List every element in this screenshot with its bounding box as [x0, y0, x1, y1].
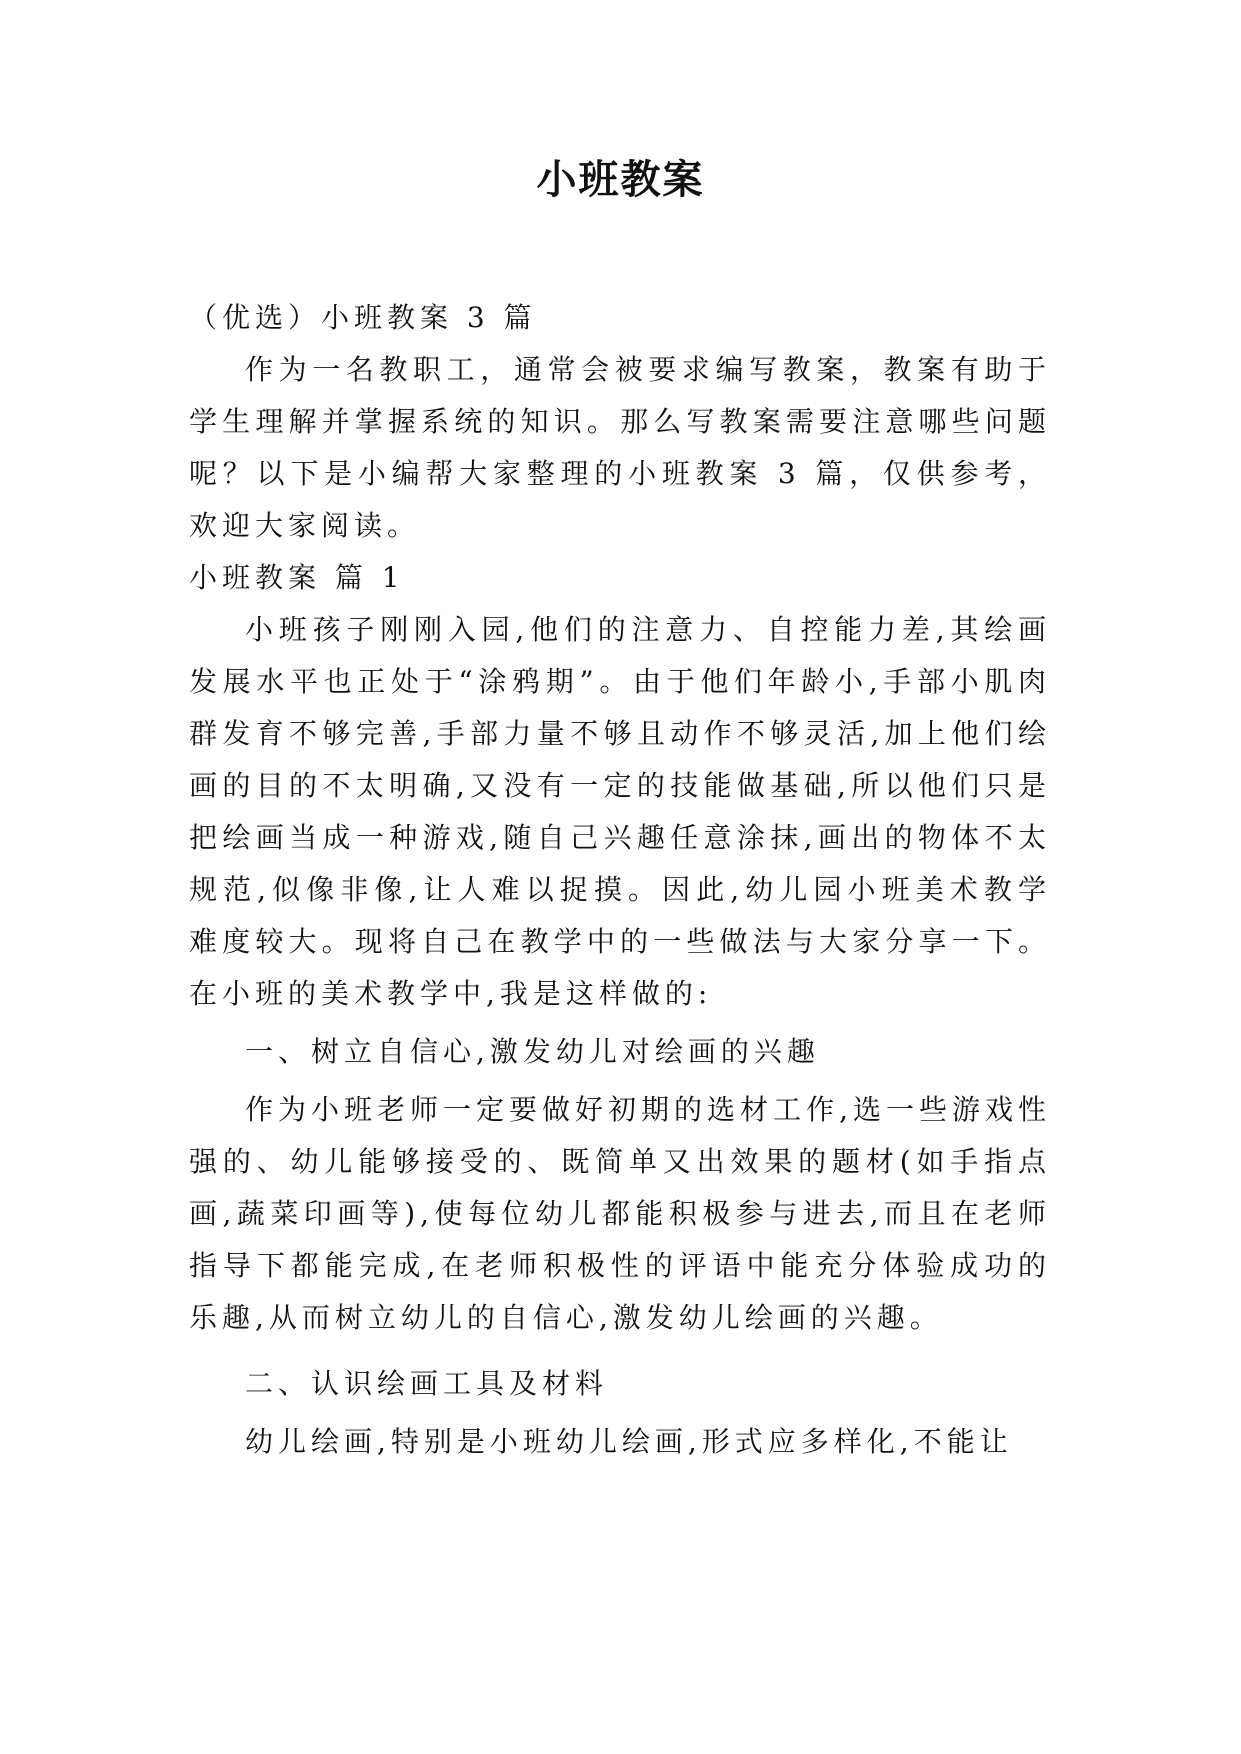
section-title: 小班教案 篇 1	[189, 561, 405, 594]
document-body	[189, 292, 1051, 1468]
body-paragraph: 小班孩子刚刚入园,他们的注意力、自控能力差,其绘画发展水平也正处于“涂鸦期”。由于他们年龄小,手部小肌肉群发育不够完善,手部力量不够且动作不够灵活,加上他们绘画的目的不太明确,又没有一定的技能做基础,所以他们只是把绘画当成一种游戏,随自己兴趣任意涂抹,画出的物体不太规范,似像非像,让人难以捉摸。因此,幼儿园小班美术教学难度较大。现将自己在教学中的一些做法与大家分享一下。在小班的美术教学中,我是这样做的:	[189, 613, 1051, 1010]
body-paragraph: 幼儿绘画,特别是小班幼儿绘画,形式应多样化,不能让	[245, 1425, 1013, 1458]
intro-paragraph: 作为一名教职工，通常会被要求编写教案，教案有助于学生理解并掌握系统的知识。那么写教案需要注意哪些问题呢？以下是小编帮大家整理的小班教案 3 篇，仅供参考，欢迎大家阅读。	[189, 353, 1051, 542]
document-title: 小班教案	[536, 156, 705, 203]
body-subheading: 二、认识绘画工具及材料	[245, 1367, 609, 1400]
body-paragraph: 作为小班老师一定要做好初期的选材工作,选一些游戏性强的、幼儿能够接受的、既简单又出效果的题材(如手指点画,蔬菜印画等),使每位幼儿都能积极参与进去,而且在老师指导下都能完成,在老师积极性的评语中能充分体验成功的乐趣,从而树立幼儿的自信心,激发幼儿绘画的兴趣。	[189, 1093, 1051, 1334]
body-subheading: 一、树立自信心,激发幼儿对绘画的兴趣	[245, 1035, 820, 1068]
document-subtitle: （优选）小班教案 3 篇	[189, 301, 537, 334]
